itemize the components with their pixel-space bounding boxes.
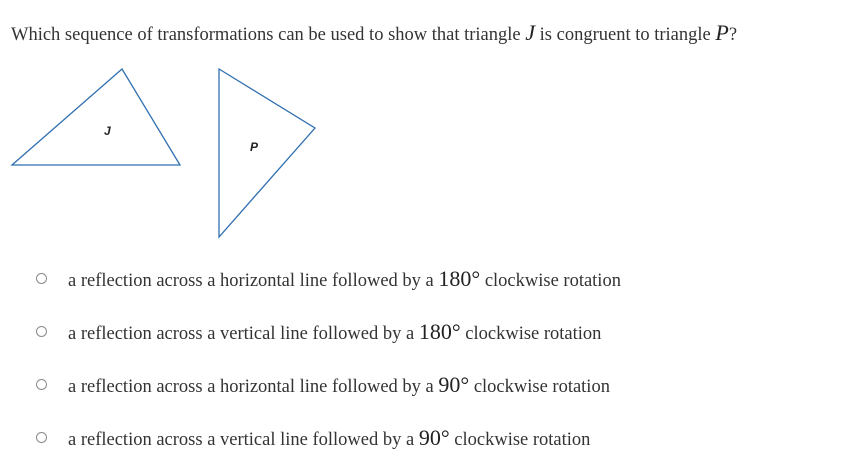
radio-button[interactable] [36, 432, 47, 443]
option-text-post: clockwise rotation [460, 324, 602, 344]
triangles-figure [0, 60, 330, 250]
triangle-p-variable: P [715, 20, 729, 45]
radio-button[interactable] [36, 273, 47, 284]
option-text-post: clockwise rotation [469, 377, 610, 397]
radio-button[interactable] [36, 379, 47, 390]
answer-option-1[interactable] [0, 262, 760, 298]
triangle-j [12, 69, 180, 165]
answer-option-4[interactable] [0, 421, 760, 457]
option-angle: 90° [438, 372, 470, 397]
question-part-2: is congruent to triangle [535, 25, 716, 45]
option-angle: 90° [418, 425, 450, 450]
triangle-p-label: P [250, 140, 259, 154]
option-angle: 180° [438, 266, 481, 291]
option-text-pre: a reflection across a vertical line followed by a [68, 430, 419, 450]
question-part-1: Which sequence of transformations can be used to show that triangle [11, 25, 526, 45]
triangle-p [219, 69, 315, 237]
answer-option-text [68, 372, 610, 398]
answer-option-3[interactable] [0, 368, 760, 404]
option-text-pre: a reflection across a vertical line followed by a [68, 324, 419, 344]
option-text-post: clockwise rotation [449, 430, 591, 450]
triangle-j-variable: J [525, 20, 536, 45]
triangle-j-label: J [104, 124, 111, 138]
answer-option-text [68, 266, 621, 292]
answer-option-2[interactable] [0, 315, 760, 351]
radio-button[interactable] [36, 326, 47, 337]
question-part-3: ? [728, 25, 738, 45]
question-text [11, 20, 737, 46]
answer-option-text [68, 425, 590, 451]
option-angle: 180° [418, 319, 461, 344]
option-text-pre: a reflection across a horizontal line followed by a [68, 377, 439, 397]
option-text-pre: a reflection across a horizontal line followed by a [68, 271, 439, 291]
answer-option-text [68, 319, 601, 345]
option-text-post: clockwise rotation [480, 271, 621, 291]
